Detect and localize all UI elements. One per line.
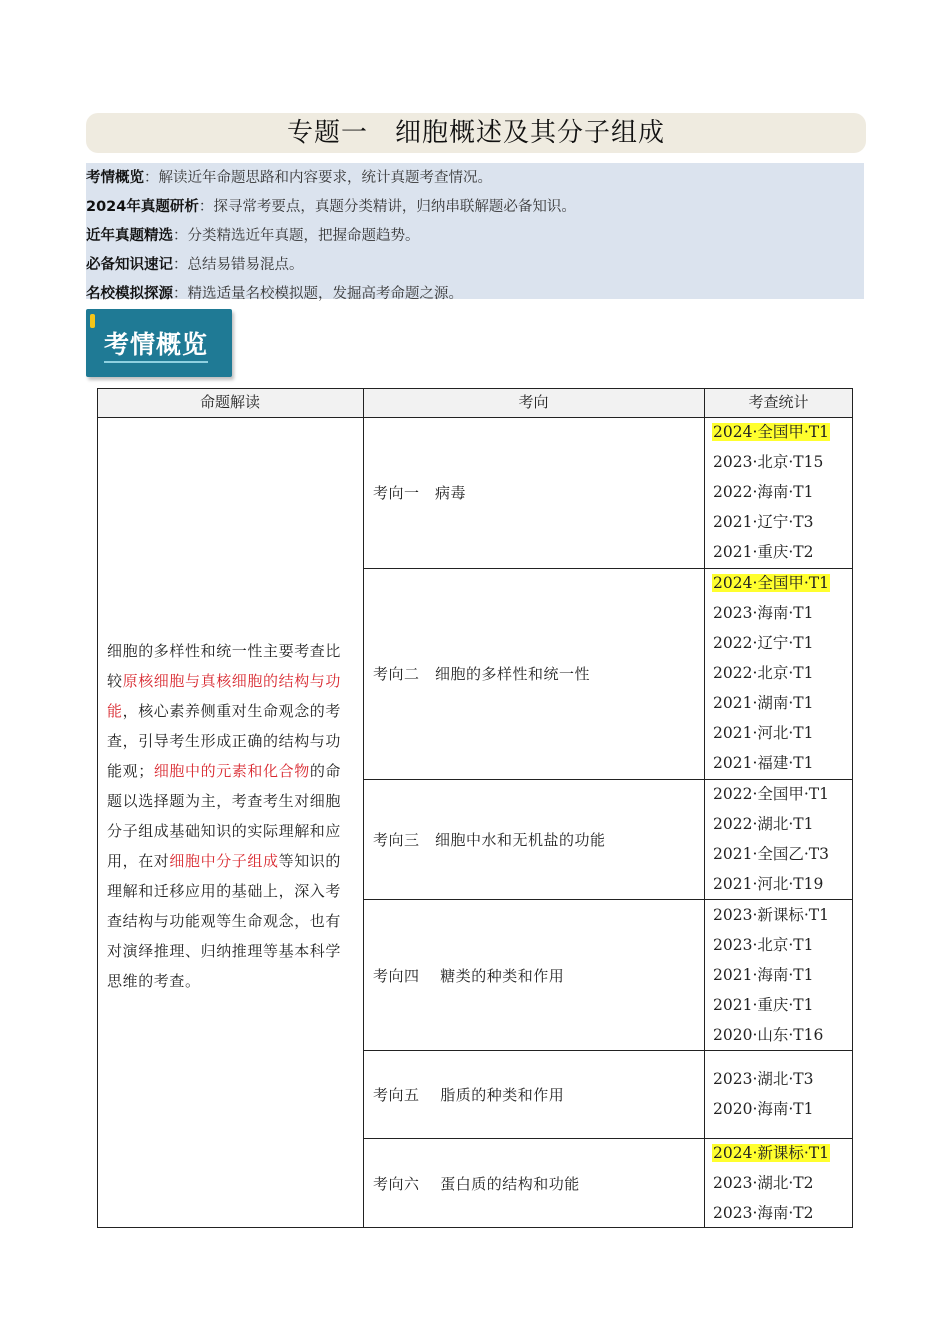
intro-line	[86, 224, 420, 245]
stat-text: 2021·河北·T19	[713, 875, 824, 894]
stat-text: 2022·海南·T1	[713, 483, 814, 502]
stat-text: 2021·重庆·T1	[713, 995, 814, 1014]
stats-list	[712, 417, 830, 567]
stat-text-highlighted: 2024·新课标·T1	[713, 1143, 830, 1162]
stat-text: 2022·辽宁·T1	[713, 634, 814, 653]
table-border-left	[97, 388, 98, 1228]
intro-key: 2024年真题研析	[86, 199, 199, 215]
direction-label: 考向一 病毒	[373, 484, 467, 503]
stat-item	[712, 839, 830, 869]
intro-text: ：总结易错易混点。	[173, 257, 304, 273]
intro-line	[86, 253, 304, 274]
intro-line	[86, 282, 463, 303]
header-interpretation: 命题解读	[97, 388, 363, 417]
page-title: 专题一 细胞概述及其分子组成	[86, 113, 866, 153]
stat-item	[712, 568, 830, 598]
stat-item	[712, 417, 830, 447]
intro-key: 近年真题精选	[86, 228, 173, 244]
direction-label: 考向二 细胞的多样性和统一性	[373, 665, 591, 684]
section-badge	[86, 309, 232, 377]
stat-item	[712, 507, 830, 537]
intro-text: ：探寻常考要点，真题分类精讲，归纳串联解题必备知识。	[198, 199, 576, 215]
stat-item	[712, 990, 830, 1020]
stat-text: 2021·重庆·T2	[713, 543, 814, 562]
stat-text: 2023·湖北·T2	[713, 1173, 814, 1192]
stat-text: 2021·福建·T1	[713, 754, 814, 773]
stat-text: 2021·海南·T1	[713, 965, 814, 984]
stat-item	[712, 779, 830, 809]
direction-label: 考向四 糖类的种类和作用	[373, 966, 565, 985]
stat-text-highlighted: 2024·全国甲·T1	[713, 423, 830, 442]
header-statistics: 考查统计	[704, 388, 853, 417]
stat-text: 2023·北京·T1	[713, 935, 814, 954]
intro-text: ：解读近年命题思路和内容要求，统计真题考查情况。	[144, 170, 492, 186]
stat-text: 2023·海南·T2	[713, 1203, 814, 1222]
interpretation-text	[107, 636, 355, 996]
stat-item	[712, 900, 830, 930]
stat-item	[712, 447, 830, 477]
description-text: 等知识的理解和迁移应用的基础上，深入考查结构与功能观等生命观念，也有对演绎推理、归纳推理等基本科学思维的考查。	[107, 852, 342, 990]
intro-line	[86, 195, 576, 216]
stat-item	[712, 658, 830, 688]
stat-text: 2021·河北·T1	[713, 724, 814, 743]
description-text: 的命题以选择题为主，考查考生对细胞分子组成基础知识的实际理解和应用，在对	[107, 762, 342, 870]
direction-label: 考向三 细胞中水和无机盐的功能	[373, 831, 606, 850]
stat-item	[712, 1198, 830, 1228]
stat-text: 2022·湖北·T1	[713, 815, 814, 834]
intro-key: 考情概览	[86, 170, 144, 186]
stat-item	[712, 1020, 830, 1050]
stats-list	[712, 1138, 830, 1228]
stat-item	[712, 1168, 830, 1198]
table-col-divider	[363, 388, 364, 1228]
stat-item	[712, 869, 830, 899]
description-text: 细胞的多样性和统一性主要考查比较	[107, 642, 342, 690]
stat-item	[712, 748, 830, 778]
stat-item	[712, 960, 830, 990]
stat-item	[712, 930, 830, 960]
stat-text: 2021·辽宁·T3	[713, 513, 814, 532]
highlighted-term: 细胞中分子组成	[169, 852, 279, 870]
intro-key: 名校模拟探源	[86, 286, 173, 302]
intro-box	[86, 163, 864, 302]
table-border-top	[97, 388, 853, 389]
direction-label: 考向五 脂质的种类和作用	[373, 1085, 565, 1104]
stat-text: 2021·湖南·T1	[713, 694, 814, 713]
intro-text: ：精选适量名校模拟题，发掘高考命题之源。	[173, 286, 463, 302]
stat-item	[712, 598, 830, 628]
section-title: 考情概览	[104, 330, 209, 359]
table-col-divider	[704, 388, 705, 1228]
highlighted-term: 原核细胞与真核细胞的结构与功能	[107, 672, 342, 720]
stats-list	[712, 779, 830, 899]
highlighted-term: 细胞中的元素和化合物	[153, 762, 310, 780]
stat-item	[712, 1138, 830, 1168]
stats-list	[712, 1064, 815, 1124]
badge-mark-icon	[90, 314, 95, 328]
stat-text-highlighted: 2024·全国甲·T1	[713, 574, 830, 593]
stat-text: 2021·全国乙·T3	[713, 845, 830, 864]
stat-item	[712, 537, 830, 567]
header-direction: 考向	[363, 388, 704, 417]
direction-label: 考向六 蛋白质的结构和功能	[373, 1174, 580, 1193]
stat-item	[712, 688, 830, 718]
exam-table	[97, 388, 853, 1228]
table-border-right	[852, 388, 853, 1228]
stat-item	[712, 809, 830, 839]
intro-line	[86, 166, 492, 187]
stat-item	[712, 1064, 815, 1094]
stat-text: 2020·海南·T1	[713, 1099, 814, 1118]
stat-text: 2023·新课标·T1	[713, 905, 830, 924]
stat-text: 2022·全国甲·T1	[713, 785, 830, 804]
stat-item	[712, 628, 830, 658]
stats-list	[712, 900, 830, 1050]
intro-key: 必备知识速记	[86, 257, 173, 273]
intro-text: ：分类精选近年真题，把握命题趋势。	[173, 228, 420, 244]
stat-text: 2022·北京·T1	[713, 664, 814, 683]
stat-text: 2023·湖北·T3	[713, 1069, 814, 1088]
stats-list	[712, 568, 830, 778]
stat-item	[712, 1094, 815, 1124]
stat-text: 2023·海南·T1	[713, 604, 814, 623]
badge-underline	[104, 361, 208, 363]
stat-item	[712, 477, 830, 507]
description-text: ，核心素养侧重对生命观念的考查，引导考生形成正确的结构与功能观；	[107, 702, 342, 780]
stat-item	[712, 718, 830, 748]
row-divider	[363, 1050, 853, 1051]
stat-text: 2020·山东·T16	[713, 1025, 824, 1044]
stat-text: 2023·北京·T15	[713, 453, 824, 472]
